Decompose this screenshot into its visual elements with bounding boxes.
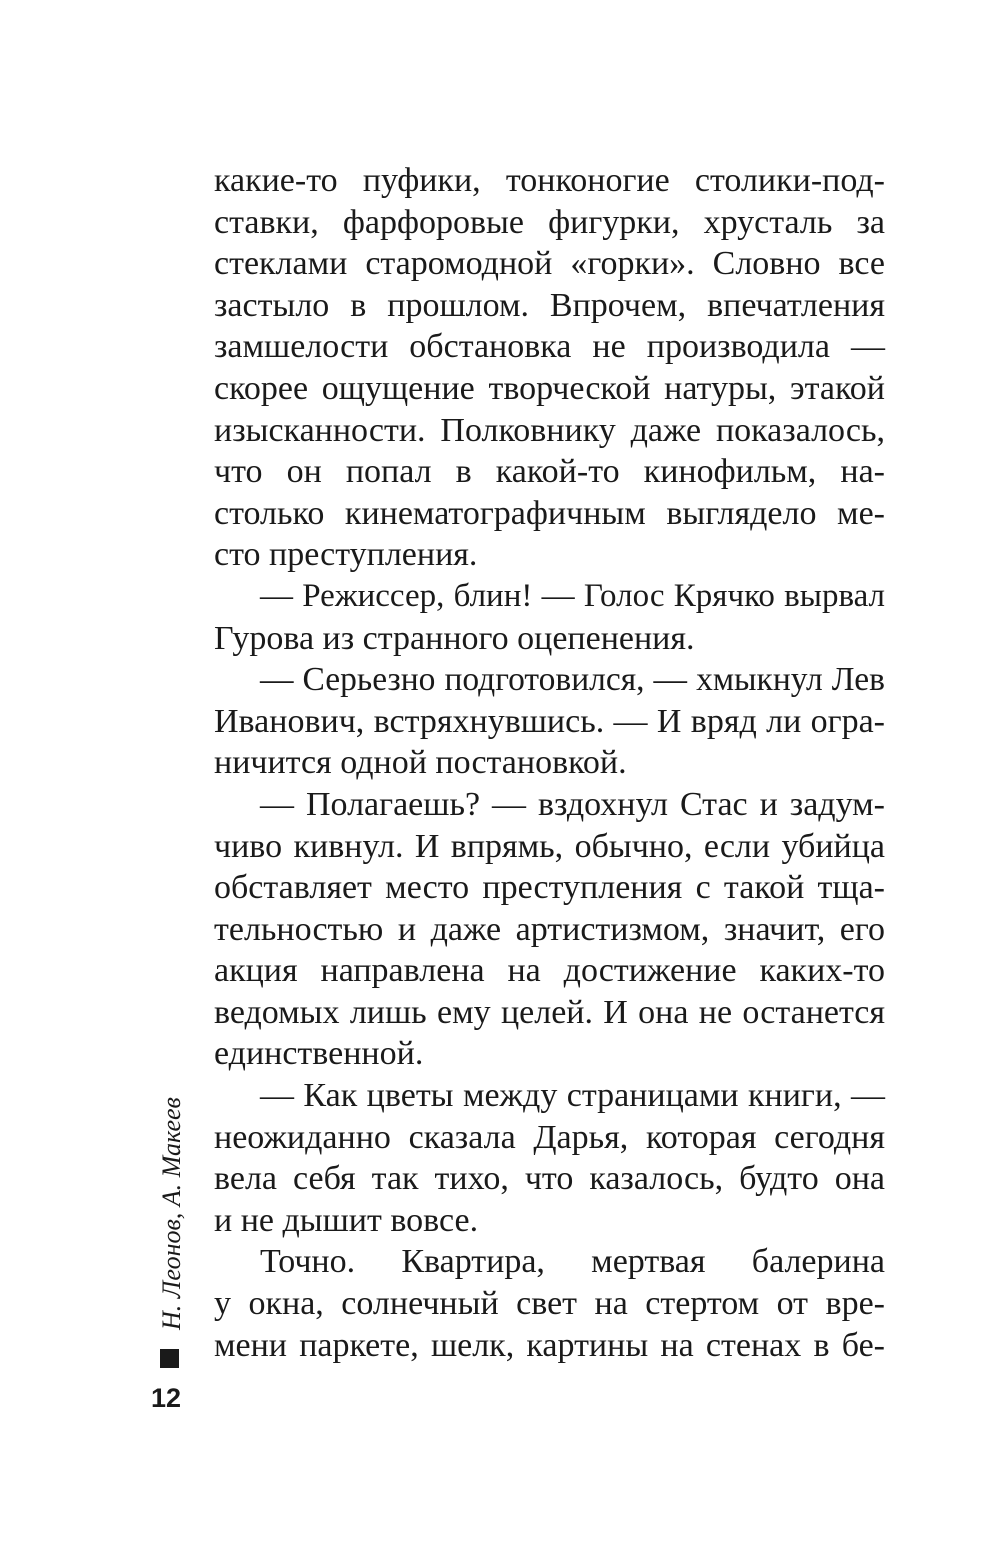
text-line: ставки, фарфоровые фигурки, хрусталь за [214,203,885,241]
text-line: — Режиссер, блин! — Голос Крячко вырвал [260,577,885,614]
text-line: Точно. Квартира, мертвая балерина [260,1243,885,1281]
text-line: ведомых лишь ему целей. И она не останется [214,993,885,1031]
text-line: скорее ощущение творческой натуры, этакой [214,369,885,407]
text-line: изысканности. Полковнику даже показалось, [214,411,885,449]
text-line: замшелости обстановка не производила — [214,328,885,366]
text-line: у окна, солнечный свет на стертом от вре- [214,1285,885,1323]
text-line: чиво кивнул. И впрямь, обычно, если убийца [214,827,885,865]
text-line: стеклами старомодной «горки». Словно все [214,245,885,283]
text-line: Гурова из странного оцепенения. [214,619,695,657]
text-line: Иванович, встряхнувшись. — И вряд ли огра- [214,702,885,740]
text-line: какие-то пуфики, тонконогие столики-под- [214,162,885,199]
text-line: неожиданно сказала Дарья, которая сегодня [214,1118,885,1156]
text-line: мени паркете, шелк, картины на стенах в бе- [214,1326,885,1364]
text-line: — Полагаешь? — вздохнул Стас и задум- [260,785,885,823]
text-line: тельностью и даже артистизмом, значит, его [214,910,885,948]
text-line: — Серьезно подготовился, — хмыкнул Лев [260,661,885,699]
text-line: застыло в прошлом. Впрочем, впечатления [214,286,885,324]
text-line: вела себя так тихо, что казалось, будто она [214,1160,885,1198]
text-line: что он попал в какой-то кинофильм, на- [214,453,885,491]
text-line: обставляет место преступления с такой тща- [214,869,885,907]
square-marker-icon [160,1349,179,1368]
text-line: — Как цветы между страницами книги, — [260,1077,885,1115]
text-line: столько кинематографичным выглядело ме- [214,494,885,532]
text-line: ничится одной постановкой. [214,744,627,782]
text-line: сто преступления. [214,536,478,574]
body-text [214,160,885,1366]
author-caption: Н. Леонов, А. Макеев [157,1097,186,1330]
text-line: акция направлена на достижение каких-то [214,952,885,990]
text-line: единственной. [214,1035,424,1073]
page-number: 12 [151,1383,182,1413]
text-line: и не дышит вовсе. [214,1201,479,1239]
